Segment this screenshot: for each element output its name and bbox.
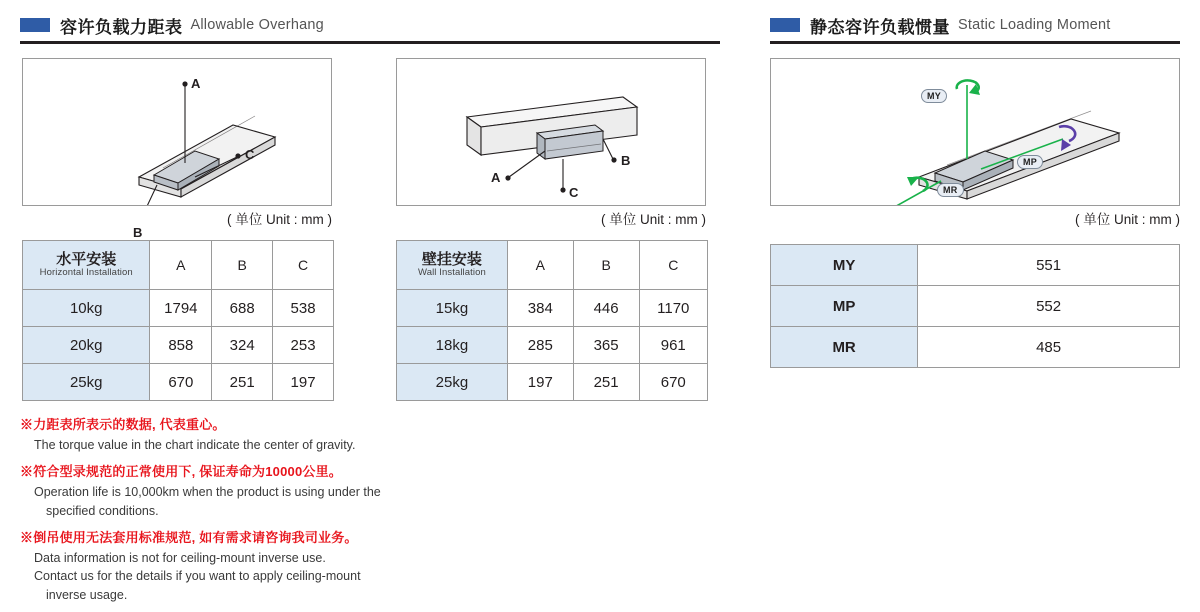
- table-column-a: A: [150, 241, 212, 290]
- horizontal-actuator-illustration: [23, 59, 331, 205]
- unit-note-horizontal: ( 单位 Unit : mm ): [227, 212, 332, 227]
- section-header-static-loading-moment: [770, 8, 1111, 42]
- wall-actuator-illustration: [397, 59, 705, 205]
- section-title-cn: 容许负载力距表: [60, 17, 183, 37]
- cell-a: 384: [507, 290, 573, 327]
- cell-a: 670: [150, 364, 212, 401]
- diagram-label-c: C: [245, 147, 255, 162]
- table-row: [771, 245, 1180, 286]
- row-label: 25kg: [23, 364, 150, 401]
- diagram-static-loading-moment: [770, 58, 1180, 206]
- table-column-b: B: [212, 241, 273, 290]
- notes-block: [20, 415, 540, 612]
- table-column-a: A: [507, 241, 573, 290]
- table-row: [397, 364, 708, 401]
- table-row: [771, 286, 1180, 327]
- table-row: [771, 327, 1180, 368]
- note-item: [20, 462, 540, 521]
- cell-b: 688: [212, 290, 273, 327]
- note-cn: ※符合型录规范的正常使用下, 保证寿命为10000公里。: [20, 463, 342, 479]
- diagram-label-c: C: [569, 185, 579, 200]
- moment-badge-mp: MP: [1017, 155, 1043, 169]
- note-item: [20, 528, 540, 605]
- table-wall-installation: [396, 240, 708, 401]
- table-static-loading-moment: [770, 244, 1180, 368]
- section-title-cn: 静态容许负载惯量: [810, 17, 950, 37]
- table-header-label-en: Wall Installation: [417, 267, 486, 279]
- cell-c: 197: [273, 364, 334, 401]
- table-row: [23, 290, 334, 327]
- note-en-line: inverse usage.: [46, 588, 128, 603]
- note-cn: ※力距表所表示的数据, 代表重心。: [20, 417, 226, 432]
- table-row: [23, 364, 334, 401]
- row-label: 20kg: [23, 327, 150, 364]
- section-divider-left: [20, 41, 720, 44]
- note-en: [34, 549, 540, 605]
- diagram-label-b: B: [133, 225, 143, 240]
- note-cn: ※倒吊使用无法套用标准规范, 如有需求请咨询我司业务。: [20, 529, 358, 545]
- row-label: 25kg: [397, 364, 508, 401]
- moment-badge-mr: MR: [937, 183, 964, 197]
- cell-b: 324: [212, 327, 273, 364]
- table-column-c: C: [639, 241, 707, 290]
- table-row: [397, 327, 708, 364]
- table-header-row: [397, 241, 708, 290]
- table-column-b: B: [573, 241, 639, 290]
- cell-a: 197: [507, 364, 573, 401]
- table-header-label: [397, 241, 508, 290]
- row-label: 15kg: [397, 290, 508, 327]
- row-value: 485: [918, 327, 1180, 368]
- row-label: MY: [771, 245, 918, 286]
- row-label: MR: [771, 327, 918, 368]
- note-en: [34, 436, 540, 455]
- diagram-label-a: A: [191, 76, 201, 91]
- table-header-row: [23, 241, 334, 290]
- row-label: 10kg: [23, 290, 150, 327]
- cell-c: 1170: [639, 290, 707, 327]
- diagram-label-a: A: [491, 170, 501, 185]
- cell-c: 538: [273, 290, 334, 327]
- cell-b: 365: [573, 327, 639, 364]
- moment-badge-my: MY: [921, 89, 947, 103]
- section-divider-right: [770, 41, 1180, 44]
- table-header-label-en: Horizontal Installation: [39, 267, 133, 279]
- row-value: 551: [918, 245, 1180, 286]
- cell-a: 1794: [150, 290, 212, 327]
- row-label: MP: [771, 286, 918, 327]
- note-en-line: specified conditions.: [46, 503, 159, 518]
- cell-b: 251: [573, 364, 639, 401]
- cell-b: 251: [212, 364, 273, 401]
- row-label: 18kg: [397, 327, 508, 364]
- cell-c: 670: [639, 364, 707, 401]
- section-title-en: Static Loading Moment: [958, 17, 1111, 33]
- cell-a: 285: [507, 327, 573, 364]
- section-title-en: Allowable Overhang: [190, 17, 324, 33]
- section-header-allowable-overhang: [20, 8, 324, 42]
- moment-actuator-illustration: [771, 59, 1179, 205]
- table-horizontal-installation: [22, 240, 334, 401]
- table-header-label: [23, 241, 150, 290]
- note-en-line: Data information is not for ceiling-mount inverse use.: [34, 550, 326, 565]
- table-header-label-cn: 壁挂安装: [421, 250, 482, 268]
- diagram-label-b: B: [621, 153, 631, 168]
- table-column-c: C: [273, 241, 334, 290]
- note-en-line: The torque value in the chart indicate the center of gravity.: [34, 438, 356, 453]
- unit-note-wall: ( 单位 Unit : mm ): [601, 212, 706, 227]
- table-header-label-cn: 水平安装: [56, 250, 117, 268]
- note-item: [20, 415, 540, 455]
- cell-b: 446: [573, 290, 639, 327]
- diagram-wall-installation: [396, 58, 706, 206]
- note-en-line: Operation life is 10,000km when the product is using under the: [34, 485, 381, 500]
- note-en-line: Contact us for the details if you want to apply ceiling-mount: [34, 569, 361, 584]
- cell-a: 858: [150, 327, 212, 364]
- section-accent-bar: [770, 18, 800, 32]
- unit-note-moment: ( 单位 Unit : mm ): [1075, 212, 1180, 227]
- cell-c: 253: [273, 327, 334, 364]
- row-value: 552: [918, 286, 1180, 327]
- section-accent-bar: [20, 18, 50, 32]
- table-row: [23, 327, 334, 364]
- cell-c: 961: [639, 327, 707, 364]
- note-en: [34, 483, 540, 521]
- table-row: [397, 290, 708, 327]
